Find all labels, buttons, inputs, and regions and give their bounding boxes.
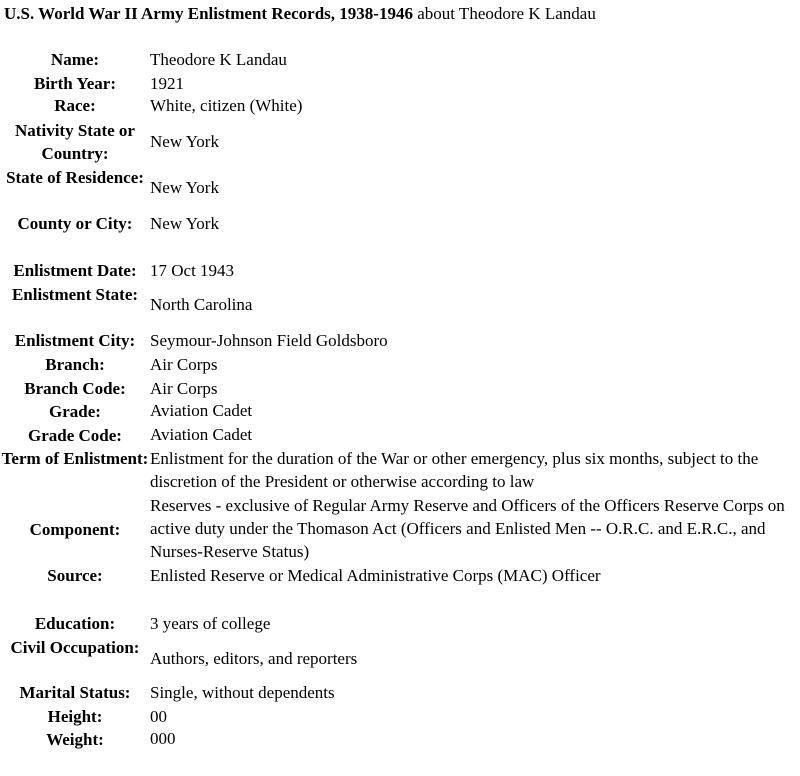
county-value: New York: [150, 214, 219, 233]
enlistment-date-label: Enlistment Date:: [13, 261, 137, 280]
component-value: Reserves - exclusive of Regular Army Reserve and Officers of the Officers Reserve Corps on active duty under the Thomason Act (Officers and Enlisted Men -- O.R.C. and E.R.C., and Nurses-Reserve Status): [150, 496, 785, 561]
branch-code-value: Air Corps: [150, 379, 218, 398]
marital-status-value: Single, without dependents: [150, 683, 335, 702]
branch-code-label: Branch Code:: [24, 379, 126, 398]
enlistment-state-label: Enlistment State:: [11, 285, 139, 304]
name-value: Theodore K Landau: [150, 50, 287, 69]
grade-code-value: Aviation Cadet: [150, 425, 253, 444]
county-label: County or City:: [17, 214, 133, 233]
grade-value: Aviation Cadet: [150, 401, 253, 420]
birth-year-value: 1921: [150, 74, 184, 93]
race-label: Race:: [54, 96, 96, 115]
source-label: Source:: [47, 566, 103, 585]
weight-label: Weight:: [46, 730, 104, 749]
component-label: Component:: [29, 520, 121, 539]
source-value: Enlisted Reserve or Medical Administrative Corps (MAC) Officer: [150, 566, 601, 585]
enlistment-date-value: 17 Oct 1943: [150, 261, 235, 280]
civil-occupation-value: Authors, editors, and reporters: [150, 649, 358, 668]
page-title: [4, 4, 596, 24]
collection-title: U.S. World War II Army Enlistment Records, 1938-1946: [4, 4, 413, 23]
enlistment-state-value: North Carolina: [150, 295, 253, 314]
enlistment-city-label: Enlistment City:: [14, 331, 136, 350]
about-text: about Theodore K Landau: [412, 4, 596, 23]
race-value: White, citizen (White): [150, 96, 303, 115]
height-label: Height:: [47, 707, 103, 726]
height-value: 00: [150, 707, 167, 726]
nativity-label: Nativity State or Country:: [15, 121, 135, 163]
branch-label: Branch:: [45, 355, 105, 374]
civil-occupation-label: Civil Occupation:: [10, 638, 140, 657]
residence-label: State of Residence:: [6, 168, 144, 187]
enlistment-city-value: Seymour-Johnson Field Goldsboro: [150, 331, 388, 350]
birth-year-label: Birth Year:: [34, 74, 116, 93]
nativity-value: New York: [150, 132, 219, 151]
marital-status-label: Marital Status:: [19, 683, 131, 702]
education-label: Education:: [34, 614, 116, 633]
term-label: Term of Enlistment:: [1, 449, 149, 468]
grade-label: Grade:: [49, 402, 101, 421]
residence-value: New York: [150, 178, 219, 197]
branch-value: Air Corps: [150, 355, 218, 374]
education-value: 3 years of college: [150, 614, 271, 633]
term-value: Enlistment for the duration of the War or other emergency, plus six months, subject to the discretion of the President or otherwise according to law: [150, 449, 759, 491]
grade-code-label: Grade Code:: [28, 426, 122, 445]
weight-value: 000: [150, 729, 176, 748]
name-label: Name:: [50, 50, 100, 69]
